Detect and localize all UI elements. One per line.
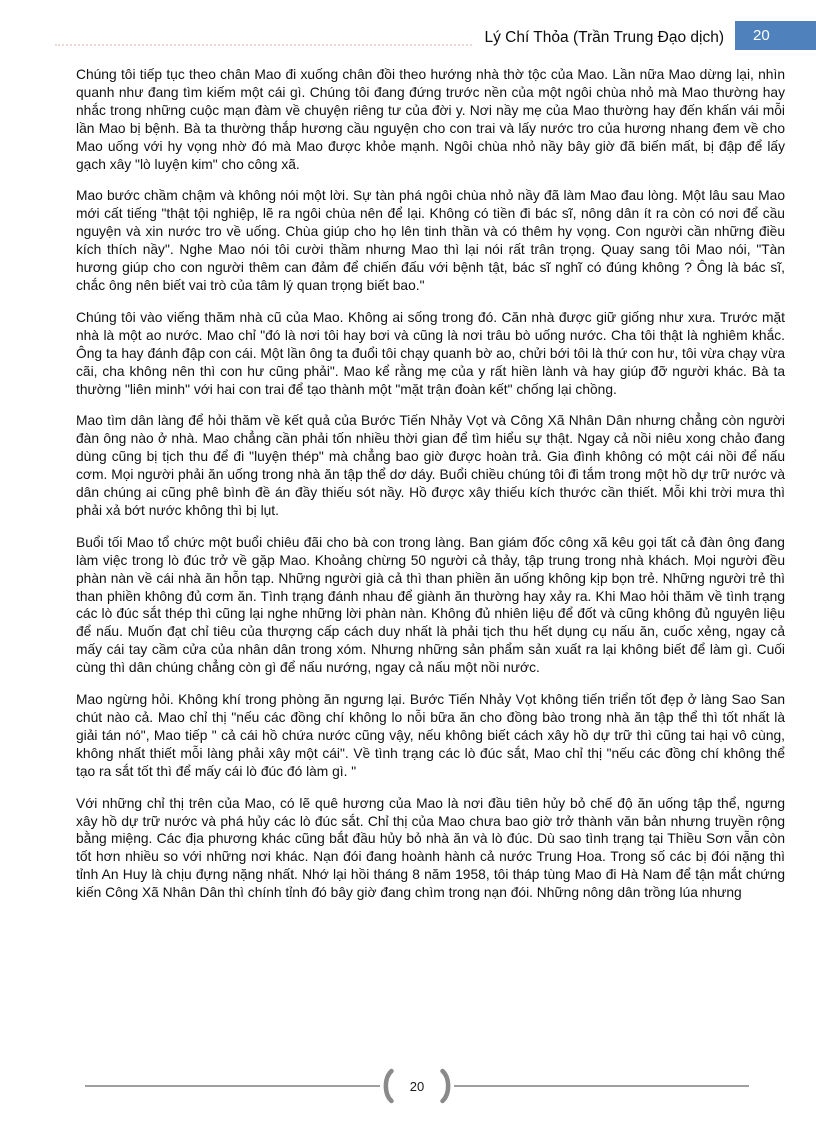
- paragraph-2: Mao bước chầm chậm và không nói một lời. Sự tàn phá ngôi chùa nhỏ nầy đã làm Mao đau lòng. Một lâu sau Mao mới cất tiếng "thật tội nghiệp, lẽ ra ngôi chùa nên để lại. Không có tiền đi bác sĩ, nông dân ít ra còn có nơi để cầu nguyện và xin nước tro về uống. Chùa giúp cho họ lên tinh thần và có thêm hy vọng. Con người cần những điều kích thích nầy". Nghe Mao nói tôi cười thầm nhưng Mao thì lại nói rất trân trọng. Quay sang tôi Mao nói, "Tàn hương giúp cho con người thêm can đảm để chiến đấu với bệnh tật, bác sĩ nghĩ có đúng không ? Ông là bác sĩ, chắc ông nên biết vai trò của tâm lý quan trọng biết bao.": [76, 188, 785, 293]
- dotted-leader-line: [55, 44, 472, 46]
- paragraph-1: Chúng tôi tiếp tục theo chân Mao đi xuống chân đồi theo hướng nhà thờ tộc của Mao. Lần nữa Mao dừng lại, nhìn quanh như đang tìm kiếm một cái gì. Chúng tôi đang đứng trước nền của một ngôi chùa nhỏ mà Mao thường hay nhắc trong những cuộc mạn đàm về chuyện riêng tư của đời y. Nơi nầy mẹ của Mao thường hay đến khấn vái mỗi lần Mao bị bệnh. Bà ta thường thắp hương cầu nguyện cho con trai và lấy nước tro của hương nhang đem về cho Mao uống với hy vọng nhờ đó mà Mao được khỏe mạnh. Ngôi chùa nhỏ nầy bây giờ đã biến mất, bị đập để lấy gạch xây "lò luyện kim" cho công xã.: [76, 67, 785, 172]
- document-body: [76, 66, 785, 916]
- page-header: [55, 21, 816, 50]
- paragraph-3: Chúng tôi vào viếng thăm nhà cũ của Mao. Không ai sống trong đó. Căn nhà được giữ giống như xưa. Trước mặt nhà là một ao nước. Mao chỉ "đó là nơi tôi hay bơi và cũng là nơi trâu bò uống nước. Cha tôi thật là nghiêm khắc. Ông ta hay đánh đập con cái. Một lần ông ta đuổi tôi chạy quanh bờ ao, chửi bới tôi là thứ con hư, tôi vừa chạy vừa cãi, cha không nên thì con hư cũng phải". Mao kể rằng mẹ của y rất hiền lành và hay giúp đỡ người khác. Bà ta thường "liên minh" với hai con trai để tạo thành một "mặt trận đoàn kết" chống lại chồng.: [76, 309, 785, 397]
- header-page-number-badge: 20: [735, 21, 816, 50]
- footer-page-number: 20: [409, 1078, 425, 1094]
- footer-rule-left: [85, 1085, 380, 1087]
- right-bracket-icon: [440, 1068, 454, 1104]
- footer-rule-right: [454, 1085, 749, 1087]
- left-bracket-icon: [380, 1068, 394, 1104]
- paragraph-5: Buổi tối Mao tổ chức một buổi chiêu đãi cho bà con trong làng. Ban giám đốc công xã kêu gọi tất cả đàn ông đang làm việc trong lò đúc trở về gặp Mao. Khoảng chừng 50 người cả thảy, tập trung trong nhà khách. Mọi người đều phàn nàn về cái nhà ăn hỗn tạp. Những người già cả thì than phiền ăn uống không kịp bọn trẻ. Những người trẻ thì than phiền không đủ cơm ăn. Tình trạng đánh nhau để giành ăn thường hay xảy ra. Khi Mao hỏi thăm về tình trạng các lò đúc sắt thép thì cũng lại nghe những lời phàn nàn. Không đủ nhiên liệu để đốt và cũng không đủ nguyên liệu để nấu. Muốn đạt chỉ tiêu của thượng cấp cách duy nhất là phải tịch thu hết dụng cụ nấu ăn, cuốc xẻng, ngay cả mấy cái tay cầm cửa của nhân dân trong xóm. Nhưng những sản phẩm sản xuất ra lại không biết để làm gì. Cuối cùng thì dân chúng chẳng còn gì để nấu nướng, ngay cả nấu một nồi nước.: [76, 534, 785, 676]
- header-title: Lý Chí Thỏa (Trần Trung Đạo dịch): [484, 29, 724, 46]
- page-footer: [85, 1068, 749, 1104]
- paragraph-6: Mao ngừng hỏi. Không khí trong phòng ăn ngưng lại. Bước Tiến Nhảy Vọt không tiến triển tốt đẹp ở làng Sao San chút nào cả. Mao chỉ thị "nếu các đồng chí không lo nỗi bữa ăn cho đồng bào trong nhà ăn tập thể thì tốt nhất là giải tán nó", Mao tiếp " cả cái hồ chứa nước cũng vậy, nếu không biết cách xây hồ dự trữ thì cũng tai hại vô cùng, không nhất thiết mỗi làng phải xây một cái". Về tình trạng các lò đúc sắt, Mao chỉ thị "nếu các đồng chí không thể tạo ra sắt tốt thì để mấy cái lò đúc đó làm gì. ": [76, 692, 785, 779]
- paragraph-4: Mao tìm dân làng để hỏi thăm về kết quả của Bước Tiến Nhảy Vọt và Công Xã Nhân Dân nhưng chẳng còn người đàn ông nào ở nhà. Mao chẳng cần phải tốn nhiều thời gian để tìm hiểu sự thật. Ngay cả nồi niêu xong chảo đang dùng cũng bị tịch thu để đi "luyện thép" mà chẳng bao giờ được hoàn trả. Gia đình không có một cái nồi để nấu cơm. Mọi người phải ăn uống trong nhà ăn tập thể dơ dáy. Buổi chiều chúng tôi đi tắm trong một hồ dự trữ nước và dân chúng ai cũng phê bình đề án đầy thiếu sót nầy. Hồ được xây thiếu kích thước cần thiết. Mỗi khi trời mưa thì phải xả bớt nước không thì bị lụt.: [76, 413, 785, 518]
- paragraph-7: Với những chỉ thị trên của Mao, có lẽ quê hương của Mao là nơi đầu tiên hủy bỏ chế độ ăn uống tập thể, ngưng xây hồ dự trữ nước và phá hủy các lò đúc sắt. Chỉ thị của Mao chưa bao giờ trở thành văn bản nhưng truyền rộng bằng miệng. Các địa phương khác cũng bắt đầu hủy bỏ nhà ăn và lò đúc. Dù sao tình trạng tại Thiều Sơn vẫn còn tốt hơn nhiều so với những nơi khác. Nạn đói đang hoành hành cả nước Trung Hoa. Trong số các bị đói nặng thì tỉnh An Huy là chịu đựng nặng nhất. Nhớ lại hồi tháng 8 năm 1958, tôi tháp tùng Mao đi Hà Nam để tận mắt chứng kiến Công Xã Nhân Dân thì chính tỉnh đó bây giờ đang chìm trong nạn đói. Những nông dân trồng lúa nhưng: [76, 795, 785, 901]
